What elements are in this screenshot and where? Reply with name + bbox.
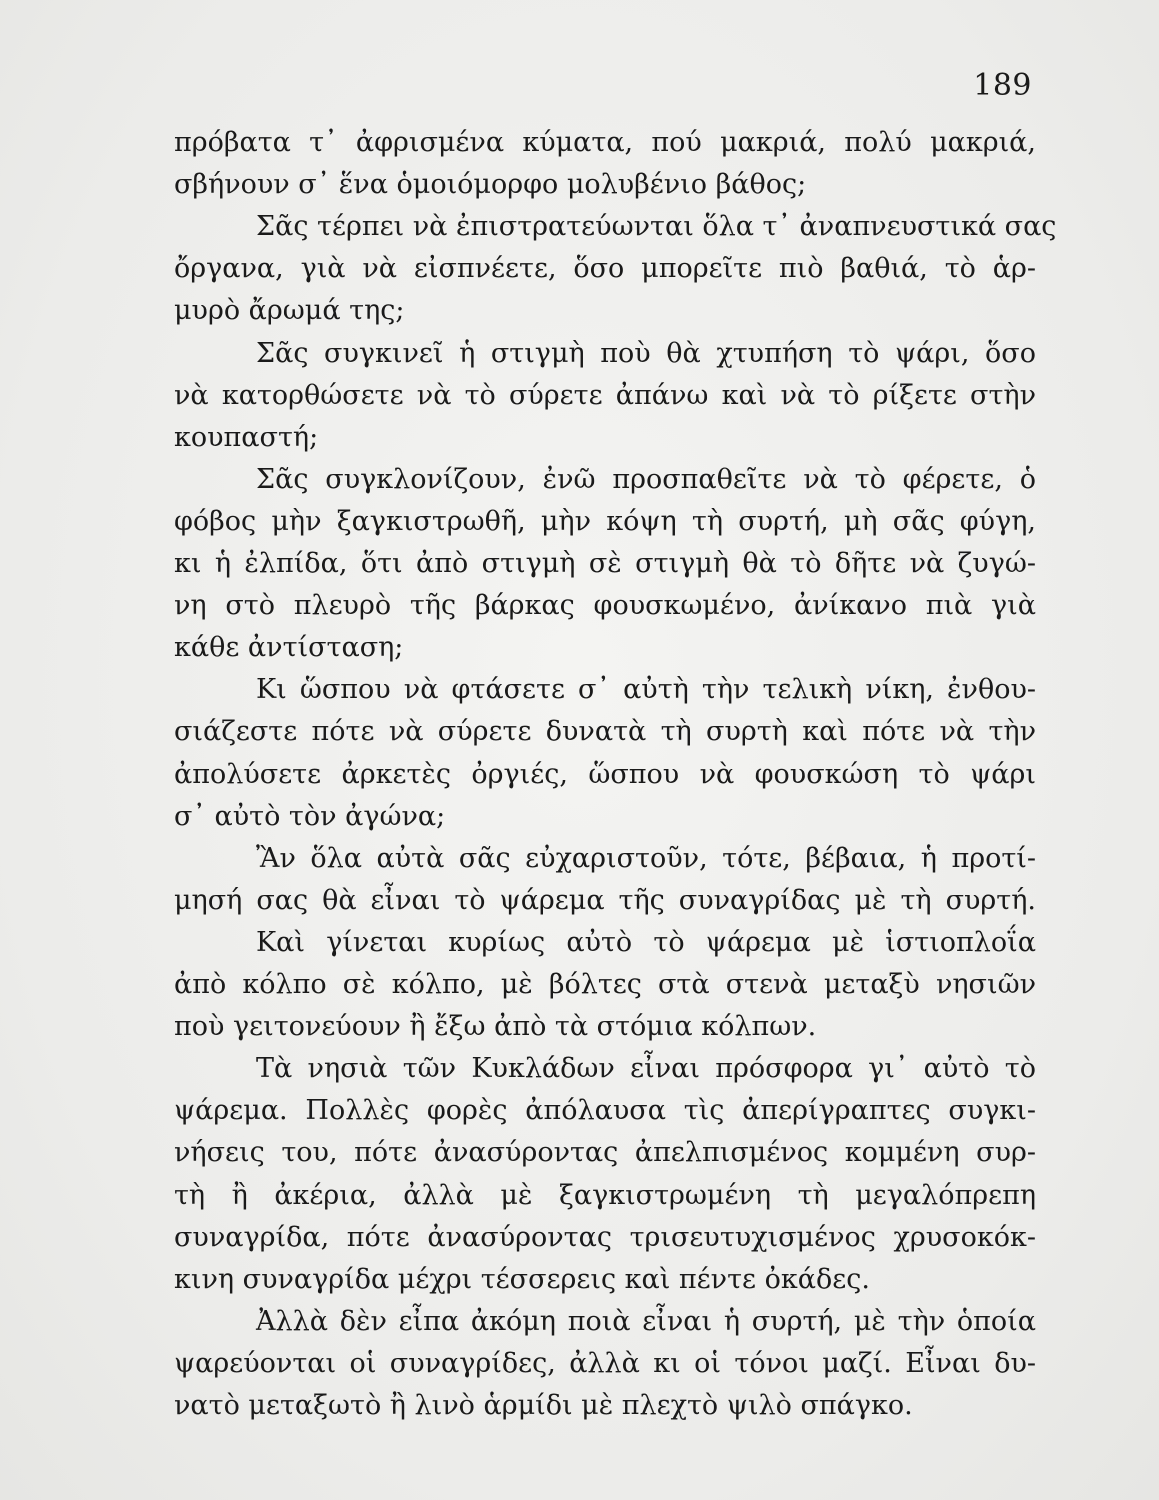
text-line: κάθε ἀντίσταση; [174,632,404,664]
text-line: πρόβατα τ᾽ ἀφρισμένα κύματα, πού μακριά, πολύ μακριά, [174,127,1036,158]
text-line: κινη συναγρίδα μέχρι τέσσερεις καὶ πέντε ὀκάδες. [174,1263,870,1295]
text-line: σβήνουν σ᾽ ἕνα ὁμοιόμορφο μολυβένιο βάθος; [174,169,807,201]
text-line: νήσεις του, πότε ἀνασύροντας ἀπελπισμένος κομμένη συρ- [174,1137,1036,1169]
text-line: Σᾶς τέρπει νὰ ἐπιστρατεύωνται ὅλα τ᾽ ἀναπνευστικά σας [256,211,1057,243]
text-line: Κι ὥσπου νὰ φτάσετε σ᾽ αὐτὴ τὴν τελικὴ νίκη, ἐνθου- [256,674,1036,706]
text-line: ἀπὸ κόλπο σὲ κόλπο, μὲ βόλτες στὰ στενὰ μεταξὺ νησιῶν [174,969,1036,1000]
text-line: μησή σας θὰ εἶναι τὸ ψάρεμα τῆς συναγρίδας μὲ τὴ συρτή. [174,884,1036,916]
text-line: φόβος μὴν ξαγκιστρωθῆ, μὴν κόψη τὴ συρτή, μὴ σᾶς φύγη, [174,505,1036,537]
text-line: σιάζεστε πότε νὰ σύρετε δυνατὰ τὴ συρτὴ καὶ πότε νὰ τὴν [174,716,1036,748]
page-number: 189 [973,68,1032,103]
text-line: νατὸ μεταξωτὸ ἢ λινὸ ἁρμίδι μὲ πλεχτὸ ψιλὸ σπάγκο. [174,1390,913,1421]
text-line: ψάρεμα. Πολλὲς φορὲς ἀπόλαυσα τὶς ἀπερίγραπτες συγκι- [174,1095,1036,1127]
text-line: ἀπολύσετε ἀρκετὲς ὀργιές, ὥσπου νὰ φουσκώση τὸ ψάρι [174,758,1036,790]
text-line: σ᾽ αὐτὸ τὸν ἀγώνα; [174,800,446,832]
text-line: ψαρεύονται οἱ συναγρίδες, ἀλλὰ κι οἱ τόνοι μαζί. Εἶναι δυ- [174,1347,1036,1379]
text-line: κουπαστή; [174,421,319,453]
text-line: Σᾶς συγκινεῖ ἡ στιγμὴ ποὺ θὰ χτυπήση τὸ ψάρι, ὅσο [256,337,1036,369]
text-line: κι ἡ ἐλπίδα, ὅτι ἀπὸ στιγμὴ σὲ στιγμὴ θὰ τὸ δῆτε νὰ ζυγώ- [174,548,1036,579]
text-line: Τὰ νησιὰ τῶν Κυκλάδων εἶναι πρόσφορα γι᾽ αὐτὸ τὸ [256,1053,1036,1085]
text-line: Ἂν ὅλα αὐτὰ σᾶς εὐχαριστοῦν, τότε, βέβαια, ἡ προτί- [256,842,1036,874]
text-line: ὄργανα, γιὰ νὰ εἰσπνέετε, ὅσο μπορεῖτε πιὸ βαθιά, τὸ ἁρ- [174,253,1036,285]
text-line: νη στὸ πλευρὸ τῆς βάρκας φουσκωμένο, ἀνίκανο πιὰ γιὰ [174,590,1036,622]
text-line: ποὺ γειτονεύουν ἢ ἔξω ἀπὸ τὰ στόμια κόλπων. [174,1011,817,1043]
body-text [174,118,1057,1421]
text-line: τὴ ἢ ἀκέρια, ἀλλὰ μὲ ξαγκιστρωμένη τὴ μεγαλόπρεπη [174,1179,1036,1211]
text-line: Καὶ γίνεται κυρίως αὐτὸ τὸ ψάρεμα μὲ ἱστιοπλοΐα [256,926,1036,958]
text-line: Σᾶς συγκλονίζουν, ἐνῶ προσπαθεῖτε νὰ τὸ φέρετε, ὁ [256,463,1036,495]
text-line: μυρὸ ἄρωμά της; [174,295,405,327]
text-line: συναγρίδα, πότε ἀνασύροντας τρισευτυχισμένος χρυσοκόκ- [174,1221,1036,1253]
text-line: Ἀλλὰ δὲν εἶπα ἀκόμη ποιὰ εἶναι ἡ συρτή, μὲ τὴν ὁποία [256,1305,1036,1337]
text-line: νὰ κατορθώσετε νὰ τὸ σύρετε ἀπάνω καὶ νὰ τὸ ρίξετε στὴν [174,379,1036,411]
